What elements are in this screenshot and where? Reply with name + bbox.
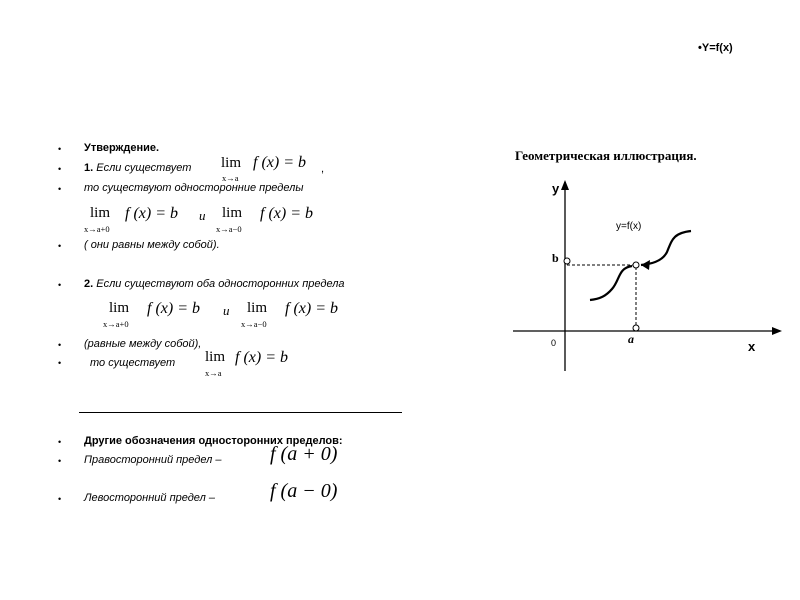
lim-symbol: lim xyxy=(109,300,130,316)
lim-expression: f (x) = b xyxy=(147,300,200,317)
a-label: a xyxy=(628,332,634,346)
curve-right-branch xyxy=(641,231,691,265)
item-1-text: Если существует xyxy=(96,162,192,174)
lim-expression: f (x) = b xyxy=(235,349,288,366)
bullet: • xyxy=(58,184,62,194)
bullet: • xyxy=(58,144,62,154)
lim-subscript: x→a−0 xyxy=(241,319,267,329)
curve-label: y=f(x) xyxy=(616,221,642,232)
item-6-text: то существует xyxy=(90,357,176,369)
lim-subscript: x→a xyxy=(205,368,222,378)
y-label: y xyxy=(552,181,560,196)
lim-subscript: x→a+0 xyxy=(84,224,110,234)
lim-subscript: x→a+0 xyxy=(103,319,129,329)
lim-symbol: lim xyxy=(221,155,242,171)
lim-symbol: lim xyxy=(222,205,243,221)
curve-arrow xyxy=(641,260,650,270)
point-b xyxy=(564,258,570,264)
right-limit-formula: f (a + 0) xyxy=(270,443,338,465)
right-limit-label: Правосторонний предел – xyxy=(84,454,222,466)
other-notations-title: Другие обозначения односторонних пределов: xyxy=(84,435,343,447)
statement-title: Утверждение. xyxy=(84,142,160,154)
bullet: • xyxy=(58,340,62,350)
point-limit xyxy=(633,262,639,268)
lim-expression: f (x) = b xyxy=(253,154,306,171)
lim-expression: f (x) = b xyxy=(285,300,338,317)
y-axis-arrow xyxy=(561,180,569,190)
illustration-title: Геометрическая иллюстрация. xyxy=(515,148,697,163)
origin-label: 0 xyxy=(551,338,557,348)
item-1-comma: , xyxy=(321,163,325,175)
lim-subscript: x→a xyxy=(222,173,239,183)
bullet: • xyxy=(58,280,62,290)
b-label: b xyxy=(552,251,559,265)
left-limit-formula: f (a − 0) xyxy=(270,480,338,502)
lim-symbol: lim xyxy=(247,300,268,316)
bullet: • xyxy=(58,494,62,504)
lim-expression: f (x) = b xyxy=(260,205,313,222)
item-4-text: Если существуют оба односторонних предела xyxy=(96,278,345,290)
and-word: и xyxy=(223,303,230,318)
bullet: • xyxy=(58,456,62,466)
and-word: и xyxy=(199,208,206,223)
bullet: • xyxy=(58,241,62,251)
item-3-text: ( они равны между собой). xyxy=(84,239,220,251)
lim-symbol: lim xyxy=(205,349,226,365)
x-axis-arrow xyxy=(772,327,782,335)
item-1-number: 1. xyxy=(84,162,97,174)
corner-label: •Y=f(x) xyxy=(698,42,733,54)
lim-subscript: x→a−0 xyxy=(216,224,242,234)
left-limit-label: Левосторонний предел – xyxy=(84,492,215,504)
bullet: • xyxy=(58,437,62,447)
lim-symbol: lim xyxy=(90,205,111,221)
point-a xyxy=(633,325,639,331)
bullet: • xyxy=(58,358,62,368)
curve-left-branch xyxy=(590,266,632,300)
lim-expression: f (x) = b xyxy=(125,205,178,222)
bullet: • xyxy=(58,164,62,174)
item-5-text: (равные между собой), xyxy=(84,338,202,350)
item-4-number: 2. xyxy=(84,278,97,290)
x-label: x xyxy=(748,339,756,354)
item-2-text: то существуют односторонние пределы xyxy=(84,182,304,194)
